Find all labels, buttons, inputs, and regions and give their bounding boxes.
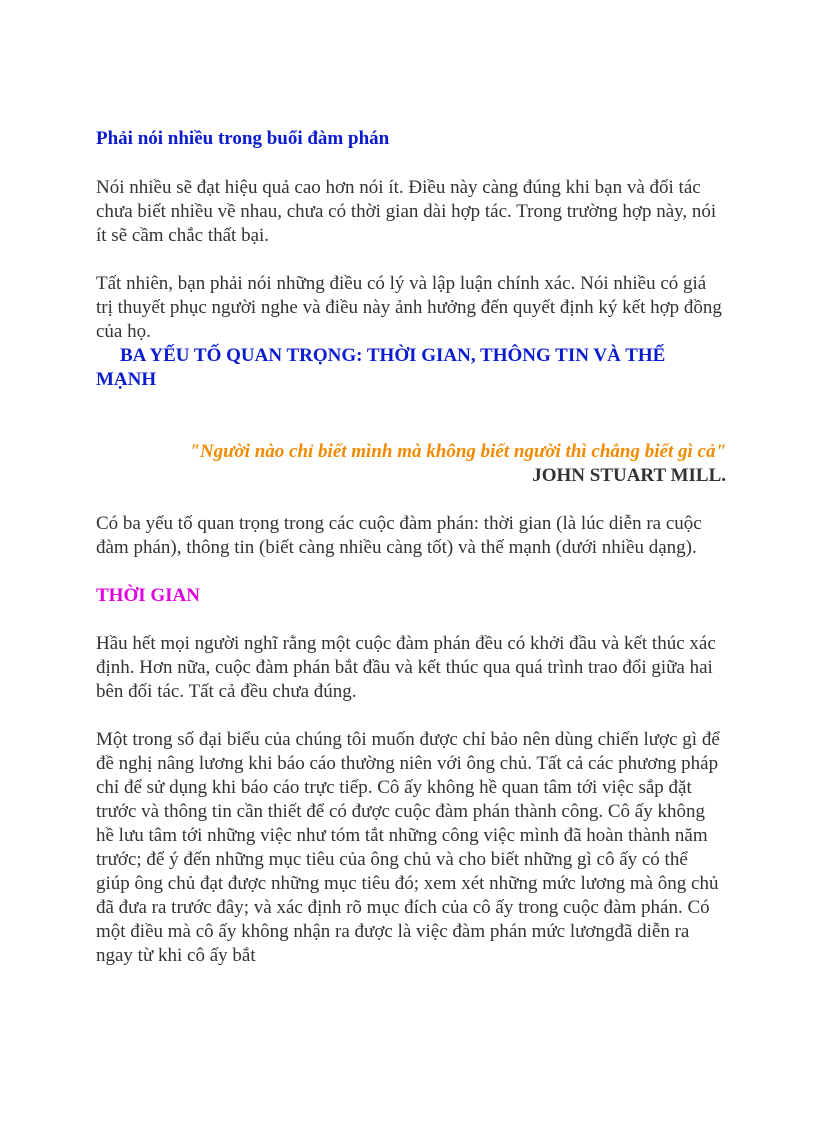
quote-author: JOHN STUART MILL. [532,465,726,486]
paragraph-salary-example: Một trong số đại biểu của chúng tôi muốn được chỉ bảo nên dùng chiến lược gì để đề nghị nâng lương khi báo cáo thường niên với ông chủ. Tất cả các phương pháp chỉ để sử dụng khi báo cáo trực tiếp. Cô ấy không hề quan tâm tới việc sắp đặt trước và thông tin cần thiết để có được cuộc đàm phán thành công. Cô ấy không hề lưu tâm tới những việc như tóm tắt những công việc mình đã hoàn thành năm trước; để ý đến những mục tiêu của ông chủ và cho biết những gì cô ấy có thể giúp ông chủ đạt được những mục tiêu đó; xem xét những mức lương mà ông chủ đã đưa ra trước đây; và xác định rõ mục đích của cô ấy trong cuộc đàm phán. Có một điều mà cô ấy không nhận ra được là việc đàm phán mức lươngđã diễn ra ngay từ khi cô ấy bắt [96,729,720,966]
heading-time: THỜI GIAN [96,585,200,606]
paragraph-negotiation-start-end: Hầu hết mọi người nghĩ rằng một cuộc đàm phán đều có khởi đầu và kết thúc xác định. Hơn nữa, cuộc đàm phán bắt đầu và kết thúc qua quá trình trao đổi giữa hai bên đối tác. Tất cả đều chưa đúng. [96,633,716,702]
paragraph-logical-arguments: Tất nhiên, bạn phải nói những điều có lý và lập luận chính xác. Nói nhiều có giá trị thuyết phục người nghe và điều này ảnh hưởng đến quyết định ký kết hợp đồng của họ. [96,273,722,342]
paragraph-talk-more-effect: Nói nhiều sẽ đạt hiệu quả cao hơn nói ít. Điều này càng đúng khi bạn và đối tác chưa biết nhiều về nhau, chưa có thời gian dài hợp tác. Trong trường hợp này, nói ít sẽ cầm chắc thất bại. [96,177,717,246]
quote-text: "Người nào chỉ biết mình mà không biết người thì chẳng biết gì cả" [189,441,726,462]
document-page [96,126,726,968]
section-heading-three-factors: BA YẾU TỐ QUAN TRỌNG: THỜI GIAN, THÔNG TIN VÀ THẾ MẠNH [96,345,666,390]
heading-talk-more: Phải nói nhiều trong buổi đàm phán [96,128,390,149]
paragraph-three-factors: Có ba yếu tố quan trọng trong các cuộc đàm phán: thời gian (là lúc diễn ra cuộc đàm phán), thông tin (biết càng nhiều càng tốt) và thế mạnh (dưới nhiều dạng). [96,513,702,558]
